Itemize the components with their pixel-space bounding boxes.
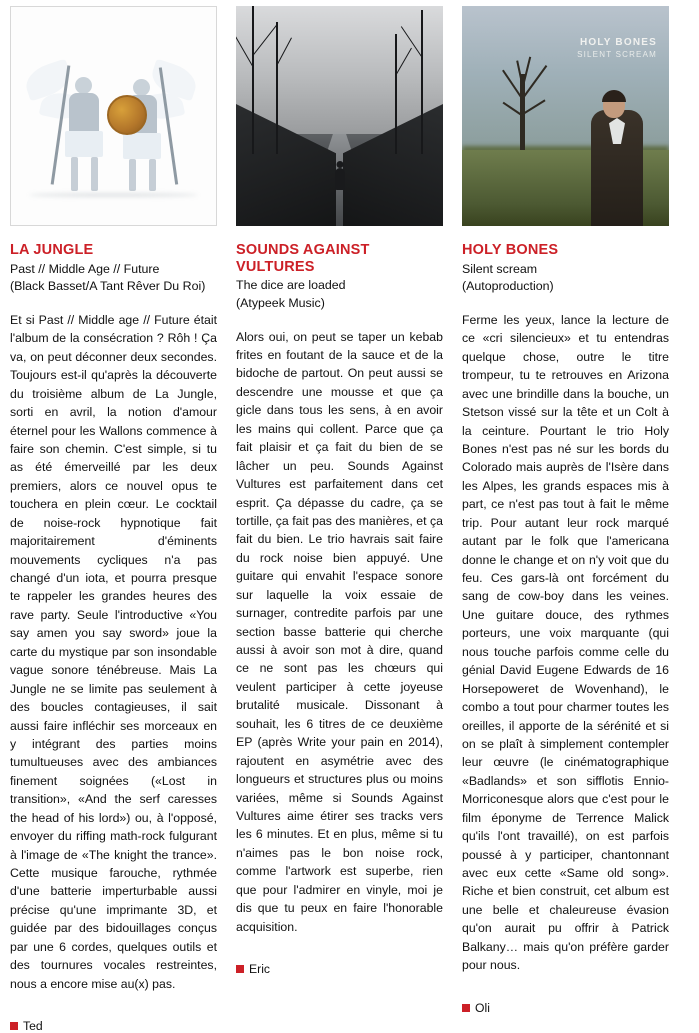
figure-leg <box>71 157 78 191</box>
shield-icon <box>107 95 147 135</box>
author-name: Eric <box>249 962 270 977</box>
cover-title-overlay <box>577 36 657 60</box>
author-name: Ted <box>23 1019 43 1033</box>
cover-album-title: SILENT SCREAM <box>577 49 657 59</box>
square-bullet-icon <box>10 1022 18 1030</box>
tree-shape <box>252 6 254 154</box>
author-name: Oli <box>475 1000 490 1015</box>
record-label: (Autoproduction) <box>462 279 554 294</box>
review-text: Alors oui, on peut se taper un kebab frites en foutant de la sauce et de la bidoche de partout. On peut aussi se descendre une mousse et que ça gicle dans tous les sens, à en avoir les mains qui collent. Parce que ça fait plaisir et ça fait du bien de se lâcher un peu. Sounds Against Vultures est parfaitement dans cet esprit. Ça dépasse du cadre, ça se tortille, ça fait pas des manières, et ça fait du bien. Le trio havrais sait faire du rock noise bien appuyé. Une guitare qui envahit l'espace sonore sur laquelle la voix essaie de surnager, contredite parfois par une section basse batterie qui cherche aussi à avoir son mot à dire, quand ce ne sont pas les chœurs qui veulent participer à cette joyeuse brutalité musicale. Dissonant à souhait, les 6 titres de ce deuxième EP (après Write your pain en 2014), rajoutent en asymétrie avec des longueurs et structures plus ou moins variées, même si Sounds Against Vultures aime étirer ses tracks vers les 6 minutes. Et en plus, même si tu n'aimes pas le bon noise rock, comme l'artwork est superbe, rien que pour l'admirer en vinyle, moi je dis que tu peux en faire l'honorable acquisition. <box>236 329 443 934</box>
figure-head <box>75 77 92 94</box>
band-block <box>10 242 217 296</box>
review-text: Et si Past // Middle age // Future était l'album de la consécration ? Rôh ! Ça va, on peut déconner deux secondes. Toujours est-il qu'après la découverte du troisième album de La Jungle, sorti en avril, la notion d'amour éternel pour les Wallons commence à faire son chemin. C'est simple, si tu as été émerveillé par les deux premiers, alors ce nouvel opus te touchera en plein cœur. Le cocktail de noise-rock hypnotique fait majoritairement d'éminents mouvements cycliques n'a pas changé d'un iota, et pourra presque te rappeler les grandes heures des rave party. Seule l'introductive «You say amen you say sword» joue la carte du mystique par son insondable vague sonore ténébreuse. Mais La Jungle ne se limite pas seulement à des boucles contagieuses, il sait aussi faire infléchir ses morceaux en y intégrant des parties moins tumultueuses avec des ambiances finement soignées («Lost in transition», «And the serf caresses the head of his lord») ou, à l'opposé, envoyer du riffing math-rock fulgurant à l'image de «The knight the trance». Cette musique farouche, rythmée d'une batterie imperturbable aussi précise qu'une imprimante 3D, et guidée par des bidouillages conçus par une 6 cordes, quelques outils et des tournures vocales restreintes, nous a encore mise au(x) pas. <box>10 312 217 991</box>
band-name: SOUNDS AGAINST VULTURES <box>236 242 370 275</box>
cover-band-title: HOLY BONES <box>579 37 657 48</box>
square-bullet-icon <box>236 965 244 973</box>
walking-figure <box>335 168 345 190</box>
band-block <box>236 242 443 313</box>
square-bullet-icon <box>462 1004 470 1012</box>
release-title: Silent scream <box>462 261 538 276</box>
review-signature <box>10 1019 217 1033</box>
sky-area <box>236 6 443 134</box>
album-cover-sounds-against-vultures <box>236 6 443 226</box>
tree-shape <box>395 34 397 154</box>
review-signature <box>236 962 443 976</box>
band-name: LA JUNGLE <box>10 242 94 258</box>
band-name: HOLY BONES <box>462 242 559 258</box>
figure-leg <box>149 159 156 191</box>
review-column-3 <box>462 6 669 1015</box>
figure-leg <box>91 157 98 191</box>
figure-body <box>69 93 99 135</box>
album-cover-la-jungle <box>10 6 217 226</box>
review-column-1 <box>10 6 217 1033</box>
figure-leg <box>129 159 136 191</box>
review-column-2 <box>236 6 443 976</box>
figure-skirt <box>123 133 161 159</box>
figure-skirt <box>65 131 103 157</box>
release-title: Past // Middle Age // Future <box>10 261 160 276</box>
cover-artwork <box>11 7 216 225</box>
figure-head <box>133 79 150 96</box>
band-block <box>462 242 669 296</box>
record-label: (Black Basset/A Tant Rêver Du Roi) <box>10 279 206 294</box>
tree-shape <box>276 22 278 154</box>
review-text: Ferme les yeux, lance la lecture de ce «cri silencieux» et tu entendras quelque chose, outre le titre trompeur, tu te retrouves en Arizona avec une brindille dans la bouche, un Stetson vissé sur la tête et un Colt à la ceinture. Pourtant le trio Holy Bones n'est pas né sur les bords du Colorado mais auprès de l'Isère dans les Alpes, les grands espaces mis à part, ce n'est pas tout à fait le même trip. Pour autant leur rock marqué autant par le folk que l'americana donne le change et on n'y voit que du feu. Ces gars-là ont forcément du sang de cow-boy dans les veines. Une guitare douce, des rythmes porteurs, une voix marquante (qui nous touche parfois comme celle du génial David Eugene Edwards de 16 Horsepoweret de Wovenhand), le combo a tout pour charmer toutes les oreilles, il apporte de la sérénité et si on se plaît à simplement contempler leur œuvre (le cinématographique «Badlands» et son sifflotis Ennio-Morriconesque alors que c'est pour le film éponyme de Terrence Malick qu'ils l'ont travaillé), on est parfois poussé à y participer, chantonnant avec eux cette «Same old song». Riche et bien construit, cet album est une belle et chaleureuse évasion qu'on aurait pu offrir à Patrick Balkany… mais qu'on préfère garder pour nous. <box>462 312 669 973</box>
review-signature <box>462 1001 669 1015</box>
album-cover-holy-bones <box>462 6 669 226</box>
release-title: The dice are loaded <box>236 278 346 293</box>
tree-shape <box>421 10 423 154</box>
record-label: (Atypeek Music) <box>236 295 325 310</box>
ground-shadow <box>29 193 198 197</box>
